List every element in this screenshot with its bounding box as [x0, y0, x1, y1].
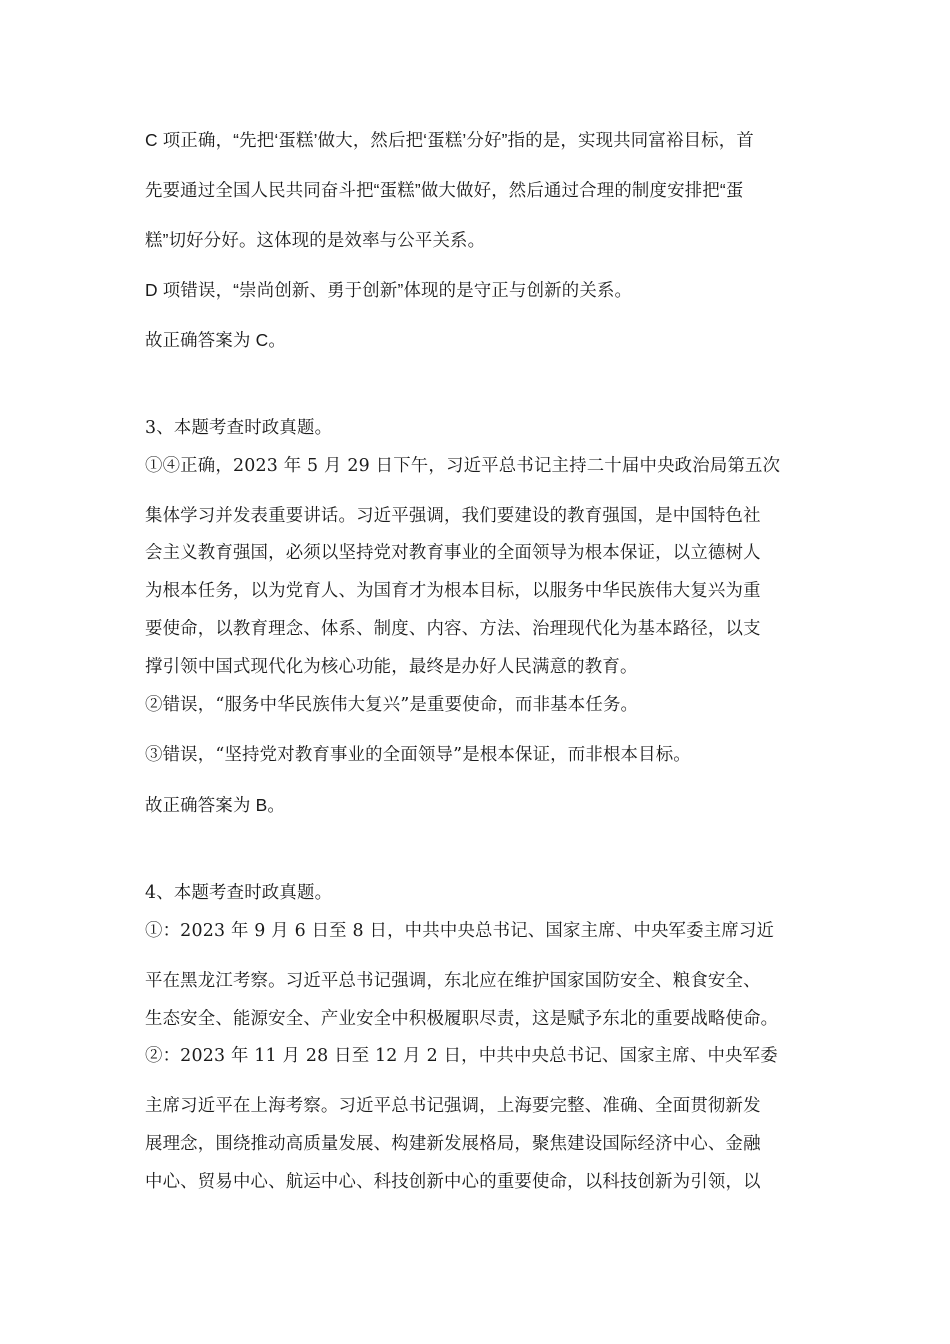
text-line: ②：2023 年 11 月 28 日至 12 月 2 日，中共中央总书记、国家主席、中央军委 [145, 1046, 778, 1066]
text-line: ①：2023 年 9 月 6 日至 8 日，中共中央总书记、国家主席、中央军委主席习近 [145, 921, 775, 941]
text-line: 生态安全、能源安全、产业安全中积极履职尽责，这是赋予东北的重要战略使命。 [145, 1009, 779, 1029]
text-line: 故正确答案为 C。 [145, 330, 286, 350]
section-heading: 3、本题考查时政真题。 [145, 418, 333, 438]
text-line: ①④正确，2023 年 5 月 29 日下午，习近平总书记主持二十届中央政治局第五次 [145, 456, 781, 476]
text-line: ③错误，“坚持党对教育事业的全面领导”是根本保证，而非根本目标。 [145, 745, 691, 765]
text-line: 撑引领中国式现代化为核心功能，最终是办好人民满意的教育。 [145, 657, 638, 677]
text-line: 故正确答案为 B。 [145, 795, 285, 815]
text-line: ②错误，“服务中华民族伟大复兴”是重要使命，而非基本任务。 [145, 695, 639, 715]
text-line: 中心、贸易中心、航运中心、科技创新中心的重要使命，以科技创新为引领，以 [145, 1172, 761, 1192]
text-line: 要使命，以教育理念、体系、制度、内容、方法、治理现代化为基本路径，以支 [145, 619, 761, 639]
text-line: 集体学习并发表重要讲话。习近平强调，我们要建设的教育强国，是中国特色社 [145, 506, 761, 526]
text-line: C 项正确，“先把‘蛋糕’做大，然后把‘蛋糕’分好”指的是，实现共同富裕目标，首 [145, 130, 754, 150]
text-line: 为根本任务，以为党育人、为国育才为根本目标，以服务中华民族伟大复兴为重 [145, 581, 761, 601]
text-line: 糕”切好分好。这体现的是效率与公平关系。 [145, 230, 486, 250]
text-line: 会主义教育强国，必须以坚持党对教育事业的全面领导为根本保证，以立德树人 [145, 543, 761, 563]
text-line: 展理念，围绕推动高质量发展、构建新发展格局，聚焦建设国际经济中心、金融 [145, 1134, 761, 1154]
text-line: 先要通过全国人民共同奋斗把“蛋糕”做大做好，然后通过合理的制度安排把“蛋 [145, 180, 744, 200]
text-line: D 项错误，“崇尚创新、勇于创新”体现的是守正与创新的关系。 [145, 280, 633, 300]
section-heading: 4、本题考查时政真题。 [145, 883, 333, 903]
text-line: 主席习近平在上海考察。习近平总书记强调，上海要完整、准确、全面贯彻新发 [145, 1096, 761, 1116]
text-line: 平在黑龙江考察。习近平总书记强调，东北应在维护国家国防安全、粮食安全、 [145, 971, 761, 991]
